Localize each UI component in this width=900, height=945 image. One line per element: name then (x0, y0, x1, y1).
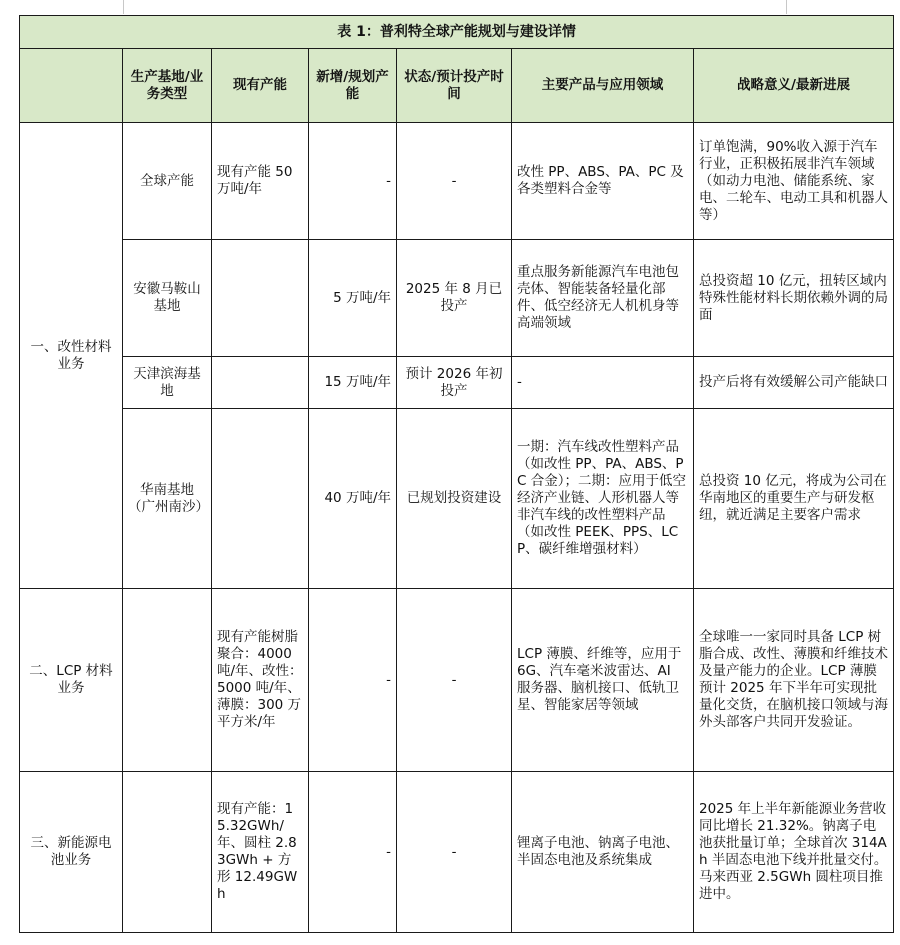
cell-strategy: 订单饱满，90%收入源于汽车行业，正积极拓展非汽车领域（如动力电池、储能系统、家电、二轮车、电动工具和机器人等） (694, 123, 894, 240)
table-row (20, 409, 894, 589)
cell-planned: 40 万吨/年 (309, 409, 397, 589)
table-title: 表 1：普利特全球产能规划与建设详情 (20, 16, 894, 49)
cell-strategy: 总投资 10 亿元，将成为公司在华南地区的重要生产与研发枢纽，就近满足主要客户需求 (694, 409, 894, 589)
page-guide-line (786, 0, 787, 14)
column-header: 主要产品与应用领域 (512, 49, 694, 123)
column-header: 状态/预计投产时间 (397, 49, 512, 123)
cell-planned: - (309, 589, 397, 772)
cell-products: LCP 薄膜、纤维等，应用于 6G、汽车毫米波雷达、AI 服务器、脑机接口、低轨卫星、智能家居等领域 (512, 589, 694, 772)
cell-products: 重点服务新能源汽车电池包壳体、智能装备轻量化部件、低空经济无人机机身等高端领域 (512, 240, 694, 357)
cell-planned: 15 万吨/年 (309, 357, 397, 409)
cell-base (123, 772, 212, 933)
cell-products: - (512, 357, 694, 409)
group-name: 三、新能源电池业务 (20, 772, 123, 933)
cell-products: 改性 PP、ABS、PA、PC 及各类塑料合金等 (512, 123, 694, 240)
table-header-row (20, 49, 894, 123)
cell-base (123, 589, 212, 772)
column-header: 新增/规划产能 (309, 49, 397, 123)
cell-strategy: 2025 年上半年新能源业务营收同比增长 21.32%。钠离子电池获批量订单；全球首次 314Ah 半固态电池下线并批量交付。马来西亚 2.5GWh 圆柱项目推进中。 (694, 772, 894, 933)
column-header: 生产基地/业务类型 (123, 49, 212, 123)
column-header: 战略意义/最新进展 (694, 49, 894, 123)
cell-status: 已规划投资建设 (397, 409, 512, 589)
cell-existing: 现有产能：15.32GWh/年、圆柱 2.83GWh + 方形 12.49GWh (212, 772, 309, 933)
cell-status: 预计 2026 年初投产 (397, 357, 512, 409)
cell-existing: 现有产能 50 万吨/年 (212, 123, 309, 240)
cell-strategy: 投产后将有效缓解公司产能缺口 (694, 357, 894, 409)
cell-strategy: 总投资超 10 亿元，扭转区域内特殊性能材料长期依赖外调的局面 (694, 240, 894, 357)
cell-existing: 现有产能树脂聚合：4000 吨/年、改性：5000 吨/年、薄膜：300 万平方米/年 (212, 589, 309, 772)
table-row (20, 589, 894, 772)
cell-status: - (397, 589, 512, 772)
cell-base: 华南基地（广州南沙） (123, 409, 212, 589)
capacity-table (19, 15, 894, 933)
cell-base: 全球产能 (123, 123, 212, 240)
cell-existing (212, 357, 309, 409)
table-row (20, 357, 894, 409)
cell-planned: - (309, 772, 397, 933)
group-name: 二、LCP 材料业务 (20, 589, 123, 772)
page-guide-line (123, 0, 124, 14)
cell-base: 天津滨海基地 (123, 357, 212, 409)
cell-existing (212, 409, 309, 589)
cell-status: - (397, 772, 512, 933)
table-row (20, 123, 894, 240)
cell-status: 2025 年 8 月已投产 (397, 240, 512, 357)
cell-strategy: 全球唯一一家同时具备 LCP 树脂合成、改性、薄膜和纤维技术及量产能力的企业。LCP 薄膜预计 2025 年下半年可实现批量化交货，在脑机接口领域与海外头部客户共同开发验证。 (694, 589, 894, 772)
cell-products: 一期：汽车线改性塑料产品（如改性 PP、PA、ABS、PC 合金）；二期：应用于低空经济产业链、人形机器人等非汽车线的改性塑料产品（如改性 PEEK、PPS、LCP、碳纤维增强材料） (512, 409, 694, 589)
column-header: 现有产能 (212, 49, 309, 123)
cell-products: 锂离子电池、钠离子电池、半固态电池及系统集成 (512, 772, 694, 933)
cell-existing (212, 240, 309, 357)
group-name: 一、改性材料业务 (20, 123, 123, 589)
column-header (20, 49, 123, 123)
table-row (20, 240, 894, 357)
cell-base: 安徽马鞍山基地 (123, 240, 212, 357)
table-row (20, 772, 894, 933)
cell-status: - (397, 123, 512, 240)
cell-planned: 5 万吨/年 (309, 240, 397, 357)
cell-planned: - (309, 123, 397, 240)
table-title-row (20, 16, 894, 49)
